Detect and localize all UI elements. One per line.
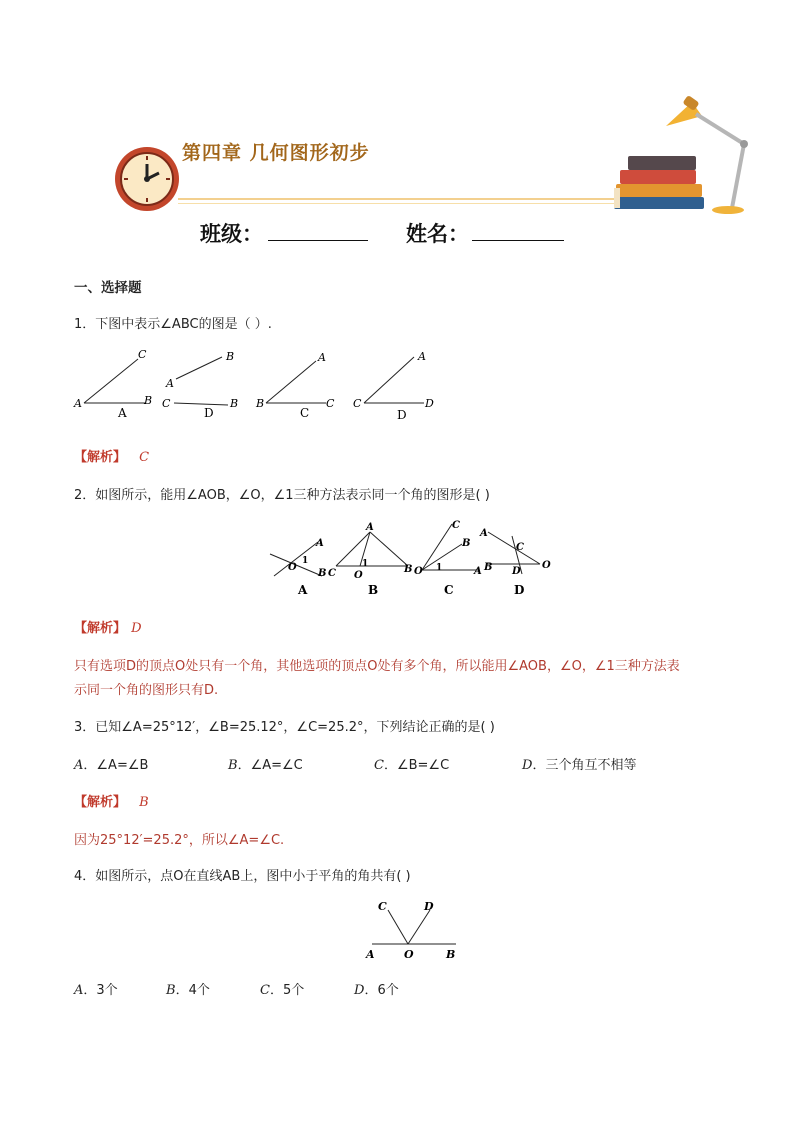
q1-b-label-d: B <box>230 397 239 410</box>
svg-text:B: B <box>318 568 327 579</box>
question-4-text: 4．如图所示，点O在直线AB上，图中小于平角的角共有( ) <box>74 869 411 884</box>
q4-label-c: C <box>378 900 387 913</box>
svg-text:A: A <box>366 522 374 533</box>
q4-label-o: O <box>404 948 414 961</box>
svg-text:B: B <box>484 562 493 573</box>
name-blank[interactable] <box>472 240 564 241</box>
q1-figure-d <box>353 350 434 422</box>
question-3-explanation: 因为25°12′=25.2°，所以∠A=∠C. <box>74 833 285 848</box>
question-2-figures <box>266 516 556 598</box>
question-1-solution <box>74 446 149 465</box>
q1-figure-b <box>162 350 238 420</box>
svg-text:O: O <box>288 562 297 573</box>
q2-caption-b: B <box>368 583 379 597</box>
solution-answer: C <box>139 450 150 465</box>
question-3-option-c[interactable]: C．∠B=∠C <box>374 758 450 773</box>
question-4-option-a[interactable]: A．3个 <box>74 983 118 998</box>
q1-a-caption: A <box>118 406 127 420</box>
question-1-text: 1．下图中表示∠ABC的图是（ ）. <box>74 317 272 332</box>
svg-text:1: 1 <box>436 563 443 573</box>
q2-figure-b <box>336 532 408 566</box>
class-label: 班级： <box>200 222 263 246</box>
section-title: 一、选择题 <box>74 280 142 296</box>
name-label: 姓名： <box>406 222 469 246</box>
question-3-solution <box>74 791 149 810</box>
question-3-option-d[interactable]: D．三个角互不相等 <box>522 758 637 773</box>
question-1-figures <box>70 345 450 425</box>
question-2-solution <box>74 617 142 636</box>
question-4-option-b[interactable]: B．4个 <box>166 983 210 998</box>
chapter-title: 第四章 几何图形初步 <box>182 142 370 164</box>
q1-d-caption: D <box>397 408 407 422</box>
q1-figure-a <box>73 348 152 420</box>
svg-text:O: O <box>414 566 423 577</box>
svg-text:1: 1 <box>302 556 309 566</box>
q2-caption-a: A <box>298 583 308 597</box>
q1-d-label-d: D <box>425 397 434 410</box>
question-4-option-d[interactable]: D．6个 <box>354 983 399 998</box>
svg-text:B: B <box>462 538 471 549</box>
q1-b-label-a: A <box>166 377 174 390</box>
solution-answer: B <box>139 795 149 810</box>
q1-d-label-c: C <box>353 397 362 410</box>
q1-figure-c <box>255 351 335 420</box>
q4-label-b: B <box>446 948 456 961</box>
solution-tag: 【解析】 <box>74 450 127 465</box>
question-2-explanation-line-1: 只有选项D的顶点O处只有一个角，其他选项的顶点O处有多个角，所以能用∠AOB，∠O，∠1三种方法表 <box>74 659 680 674</box>
solution-tag: 【解析】 <box>74 621 127 636</box>
svg-text:A: A <box>480 528 488 539</box>
q4-label-a: A <box>366 948 375 961</box>
clock-icon <box>113 145 181 213</box>
svg-text:C: C <box>452 520 460 531</box>
question-2-text: 2．如图所示，能用∠AOB，∠O，∠1三种方法表示同一个角的图形是( ) <box>74 488 490 503</box>
class-blank[interactable] <box>268 240 368 241</box>
q1-c-label-b: B <box>256 397 265 410</box>
q1-c-caption: C <box>300 406 310 420</box>
q2-caption-d: D <box>514 583 525 597</box>
q1-a-label-a: A <box>74 397 82 410</box>
books-and-lamp-icon <box>606 96 756 218</box>
svg-text:1: 1 <box>362 559 369 569</box>
svg-text:C: C <box>516 542 524 553</box>
svg-text:O: O <box>542 560 551 571</box>
question-3-option-a[interactable]: A．∠A=∠B <box>74 758 149 773</box>
solution-tag: 【解析】 <box>74 795 127 810</box>
q1-d-label-a: A <box>418 350 426 363</box>
svg-text:C: C <box>328 568 336 579</box>
header-divider <box>178 198 616 200</box>
q1-b-label-b: B <box>226 350 235 363</box>
q4-label-d: D <box>424 900 434 913</box>
svg-text:D: D <box>512 566 521 577</box>
q1-a-label-b: B <box>144 394 153 407</box>
svg-text:A: A <box>474 566 482 577</box>
q1-a-label-c: C <box>138 348 147 361</box>
header-divider-2 <box>178 203 616 204</box>
q2-caption-c: C <box>444 583 454 597</box>
question-2-explanation-line-2: 示同一个角的图形只有D. <box>74 683 219 698</box>
question-3-option-b[interactable]: B．∠A=∠C <box>228 758 303 773</box>
q1-c-label-a: A <box>318 351 326 364</box>
svg-text:A: A <box>316 538 324 549</box>
svg-text:O: O <box>354 570 363 581</box>
solution-answer: D <box>131 621 142 636</box>
svg-text:B: B <box>404 564 413 575</box>
q1-b-label-c: C <box>162 397 171 410</box>
q1-c-label-c: C <box>326 397 335 410</box>
question-4-figure <box>362 896 466 962</box>
q1-b-caption: D <box>204 406 214 420</box>
question-4-option-c[interactable]: C．5个 <box>260 983 305 998</box>
question-3-text: 3．已知∠A=25°12′，∠B=25.12°，∠C=25.2°，下列结论正确的是( ) <box>74 720 495 735</box>
